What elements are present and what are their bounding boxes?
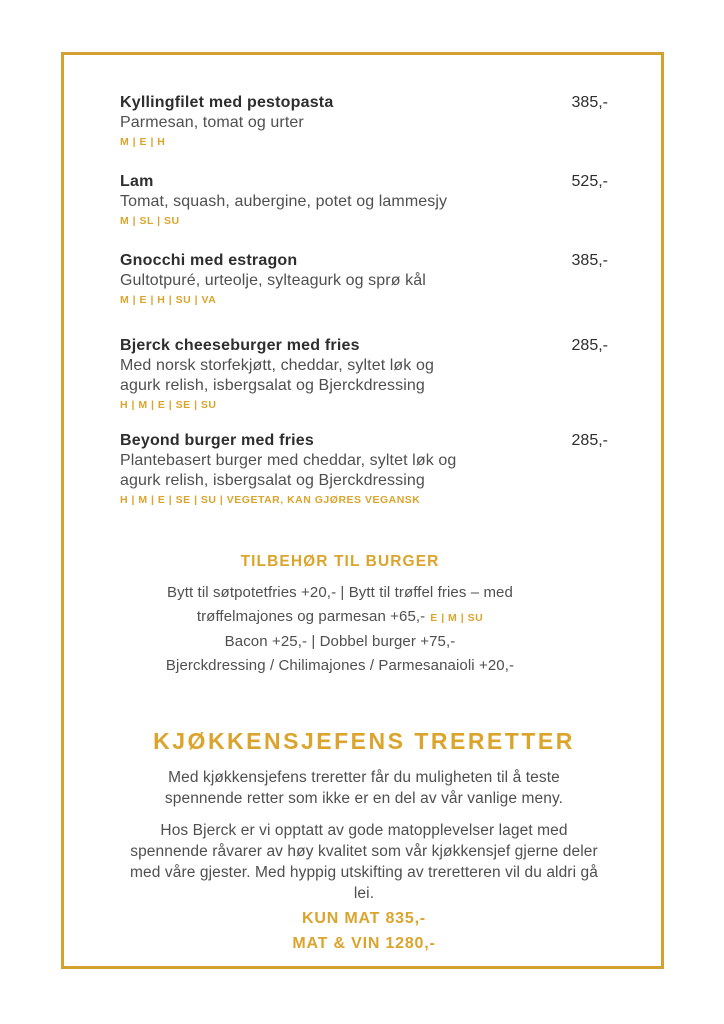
- burger-sides-line-text: trøffelmajones og parmesan +65,-: [196, 608, 426, 625]
- item-price: 385,-: [571, 252, 608, 269]
- item-allergen-codes: H | M | E | SE | SU: [120, 399, 217, 411]
- item-price: 285,-: [571, 337, 608, 354]
- item-title-row: [120, 431, 608, 451]
- burger-sides-line-text: Bacon +25,- | Dobbel burger +75,-: [224, 633, 456, 650]
- item-title-row: [120, 172, 608, 192]
- burger-sides-line-text: Bytt til søtpotetfries +20,- | Bytt til trøffel fries – med: [167, 584, 513, 601]
- item-price: 285,-: [571, 432, 608, 449]
- item-price: 525,-: [571, 173, 608, 190]
- chefs-tasting-intro: Med kjøkkensjefens treretter får du muligheten til å teste spennende retter som ikke er en del av vår vanlige meny.: [164, 769, 564, 807]
- burger-sides-line: [120, 605, 560, 630]
- item-description: Med norsk storfekjøtt, cheddar, syltet løk og agurk relish, isbergsalat og Bjerckdressing: [120, 357, 434, 394]
- item-name: Lam: [120, 173, 154, 190]
- burger-sides-section: [120, 552, 560, 678]
- item-description: Plantebasert burger med cheddar, syltet løk og agurk relish, isbergsalat og Bjerckdressing: [120, 452, 457, 489]
- burger-sides-line: [120, 630, 560, 654]
- item-name: Kyllingfilet med pestopasta: [120, 94, 334, 111]
- chefs-tasting-prices: [120, 906, 608, 956]
- chefs-tasting-body: Hos Bjerck er vi opptatt av gode matopplevelser laget med spennende råvarer av høy kvalitet som vår kjøkkensjef gjerne deler med våre gjester. Med hyppig utskifting av treretteren vil du aldri gå lei.: [130, 822, 598, 902]
- item-title-row: [120, 251, 608, 271]
- menu-item-kyllingfilet: [120, 93, 608, 150]
- item-description: Parmesan, tomat og urter: [120, 114, 304, 131]
- menu-item-cheeseburger: [120, 336, 608, 413]
- item-name: Gnocchi med estragon: [120, 252, 298, 269]
- item-allergen-codes: M | E | H: [120, 136, 166, 148]
- item-name: Beyond burger med fries: [120, 432, 314, 449]
- menu-content: [120, 93, 608, 956]
- burger-sides-title: TILBEHØR TIL BURGER: [240, 553, 440, 570]
- burger-sides-line-text: Bjerckdressing / Chilimajones / Parmesanaioli +20,-: [165, 657, 515, 674]
- item-title-row: [120, 93, 608, 113]
- burger-sides-line: [120, 581, 560, 605]
- item-price: 385,-: [571, 94, 608, 111]
- price-food-only: KUN MAT 835,-: [302, 910, 426, 927]
- item-description: Tomat, squash, aubergine, potet og lammesjy: [120, 193, 448, 210]
- item-allergen-codes: M | SL | SU: [120, 215, 180, 227]
- menu-item-lam: [120, 172, 608, 229]
- chefs-tasting-title: KJØKKENSJEFENS TRERETTER: [153, 728, 575, 754]
- price-food-and-wine: MAT & VIN 1280,-: [292, 935, 436, 952]
- item-name: Bjerck cheeseburger med fries: [120, 337, 360, 354]
- item-title-row: [120, 336, 608, 356]
- burger-sides-allergen-codes: E | M | SU: [430, 612, 484, 624]
- menu-item-beyond-burger: [120, 431, 608, 508]
- item-allergen-codes: M | E | H | SU | VA: [120, 294, 217, 306]
- burger-sides-line: [120, 654, 560, 678]
- chefs-tasting-section: [120, 728, 608, 956]
- menu-item-gnocchi: [120, 251, 608, 308]
- item-allergen-codes: H | M | E | SE | SU | VEGETAR, KAN GJØRES VEGANSK: [120, 494, 421, 506]
- item-description: Gultotpuré, urteolje, sylteagurk og sprø kål: [120, 272, 426, 289]
